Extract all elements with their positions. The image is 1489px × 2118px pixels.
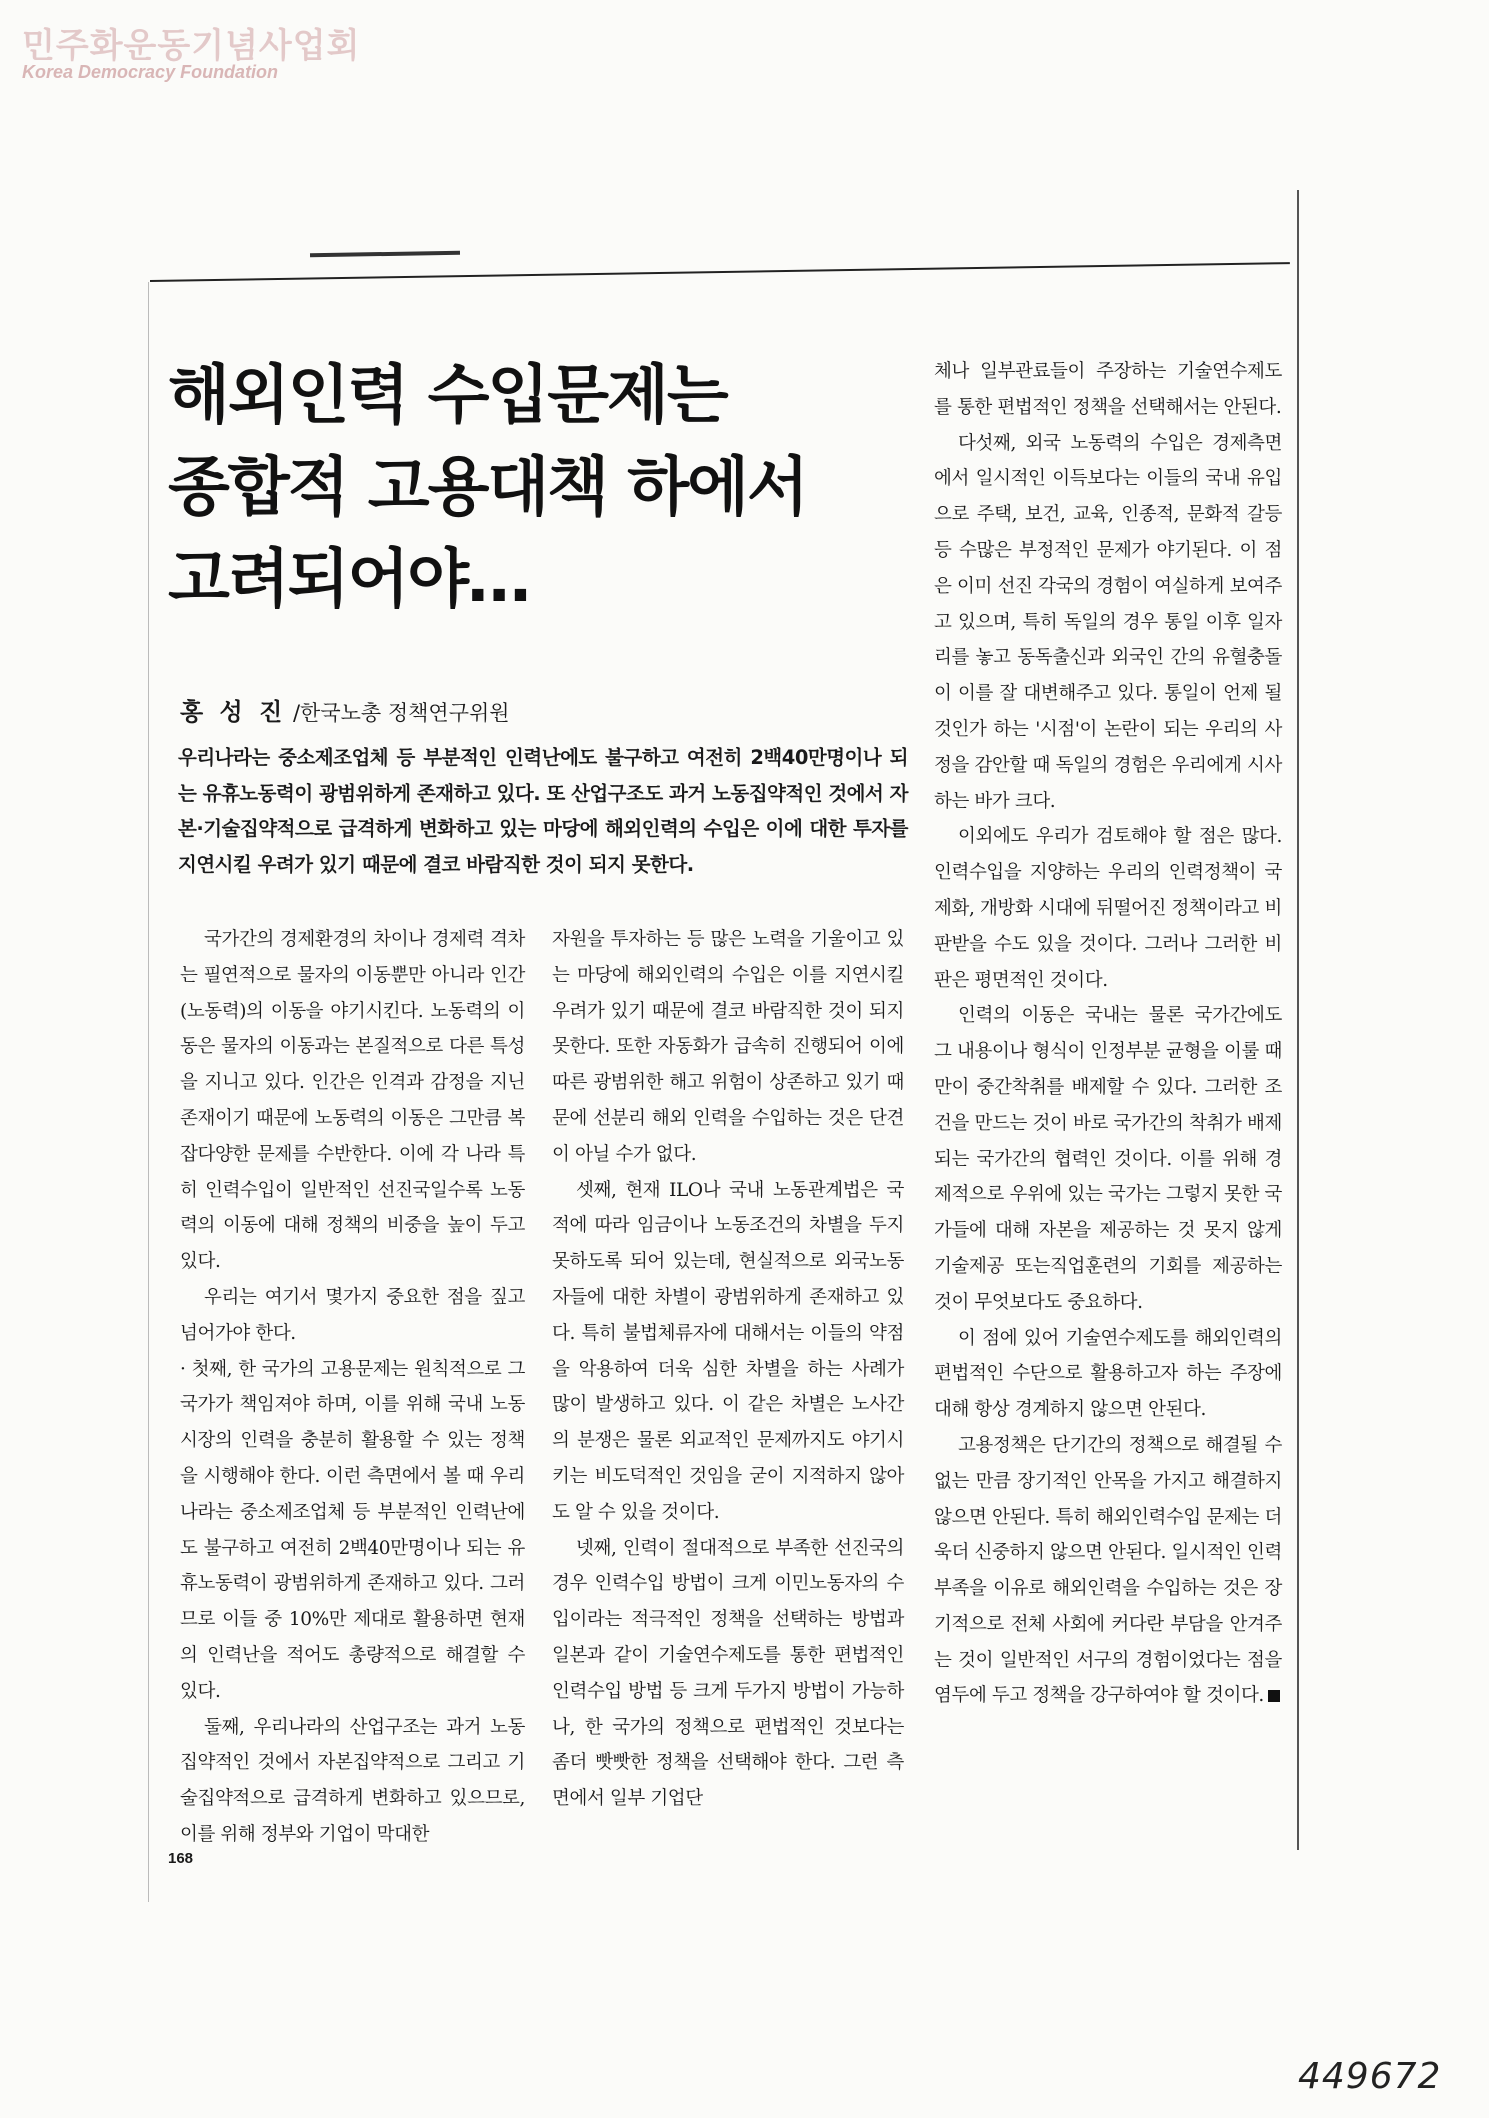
author-byline (180, 692, 510, 727)
headline-line: 해외인력 수입문제는 (168, 359, 727, 433)
watermark-korean: 민주화운동기념사업회 (22, 26, 361, 66)
body-column-2 (552, 922, 904, 1817)
author-role: /한국노총 정책연구위원 (292, 701, 510, 725)
paragraph: 넷째, 인력이 절대적으로 부족한 선진국의 경우 인력수입 방법이 크게 이민노동자의 수입이라는 적극적인 정책을 선택하는 방법과 일본과 같이 기술연수제도를 통한 편법적인 인력수입 방법 등 크게 두가지 방법이 가능하나, 한 국가의 정책으로 편법적인 것보다는 좀더 빳빳한 정책을 선택해야 한다. 그런 측면에서 일부 기업단 (552, 1537, 904, 1810)
paragraph: 국가간의 경제환경의 차이나 경제력 격차는 필연적으로 물자의 이동뿐만 아니라 인간(노동력)의 이동을 야기시킨다. 노동력의 이동은 물자의 이동과는 본질적으로 다른 특성을 지니고 있다. 인간은 인격과 감정을 지닌 존재이기 때문에 노동력의 이동은 그만큼 복잡다양한 문제를 수반한다. 이에 각 나라 특히 인력수입이 일반적인 선진국일수록 노동력의 이동에 대해 정책의 비중을 높이 두고 있다. (180, 929, 525, 1273)
author-name: 홍 성 진 (180, 698, 287, 726)
left-rule (148, 282, 149, 1902)
paragraph: 이 점에 있어 기술연수제도를 해외인력의 편법적인 수단으로 활용하고자 하는 주장에 대해 항상 경계하지 않으면 안된다. (934, 1327, 1282, 1421)
article-headline (168, 350, 908, 626)
paragraph: 다섯째, 외국 노동력의 수입은 경제측면에서 일시적인 이득보다는 이들의 국내 유입으로 주택, 보건, 교육, 인종적, 문화적 갈등 등 수많은 부정적인 문제가 야기된다. 이 점은 이미 선진 각국의 경험이 여실하게 보여주고 있으며, 특히 독일의 경우 통일 이후 일자리를 놓고 동독출신과 외국인 간의 유혈충돌이 이를 잘 대변해주고 있다. 통일이 언제 될 것인가 하는 '시점'이 논란이 되는 우리의 사정을 감안할 때 독일의 경험은 우리에게 시사하는 바가 크다. (934, 432, 1282, 812)
paragraph: 둘째, 우리나라의 산업구조는 과거 노동집약적인 것에서 자본집약적으로 그리고 기술집약적으로 급격하게 변화하고 있으므로, 이를 위해 정부와 기업이 막대한 (180, 1716, 525, 1845)
headline-line: 고려되어야… (168, 543, 530, 617)
top-rule-fragment (310, 251, 460, 258)
page-number: 168 (168, 1850, 194, 1867)
lead-paragraph: 우리나라는 중소제조업체 등 부분적인 인력난에도 불구하고 여전히 2백40만명이나 되는 유휴노동력이 광범위하게 존재하고 있다. 또 산업구조도 과거 노동집약적인 것에서 자본·기술집약적으로 급격하게 변화하고 있는 마당에 해외인력의 수입은 이에 대한 투자를 지연시킬 우려가 있기 때문에 결코 바람직한 것이 되지 못한다. (178, 746, 908, 876)
body-column-1 (180, 922, 525, 1853)
paragraph: 체나 일부관료들이 주장하는 기술연수제도를 통한 편법적인 정책을 선택해서는 안된다. (934, 361, 1282, 418)
paragraph: 자원을 투자하는 등 많은 노력을 기울이고 있는 마당에 해외인력의 수입은 이를 지연시킬 우려가 있기 때문에 결코 바람직한 것이 되지 못한다. 또한 자동화가 급속히 진행되어 이에 따른 광범위한 해고 위험이 상존하고 있기 때문에 선분리 해외 인력을 수입하는 것은 단견이 아닐 수가 없다. (552, 929, 904, 1165)
paragraph (934, 1428, 1282, 1714)
right-rule (1297, 190, 1299, 1850)
handwritten-note: 449672 (1298, 2056, 1442, 2097)
body-column-3 (934, 354, 1282, 1714)
end-mark-icon (1268, 1690, 1280, 1702)
headline-line: 종합적 고용대책 하에서 (168, 451, 807, 525)
closing-text: 고용정책은 단기간의 정책으로 해결될 수 없는 만큼 장기적인 안목을 가지고 해결하지 않으면 안된다. 특히 해외인력수입 문제는 더욱더 신중하지 않으면 안된다. 일시적인 인력부족을 이유로 해외인력을 수입하는 것은 장기적으로 전체 사회에 커다란 부담을 안겨주는 것이 일반적인 서구의 경험이었다는 점을 염두에 두고 정책을 강구하여야 할 것이다. (934, 1434, 1282, 1707)
paragraph: 우리는 여기서 몇가지 중요한 점을 짚고 넘어가야 한다. (180, 1286, 525, 1344)
watermark-english: Korea Democracy Foundation (22, 62, 279, 82)
top-rule (150, 262, 1290, 282)
paragraph: · 첫째, 한 국가의 고용문제는 원칙적으로 그 국가가 책임져야 하며, 이를 위해 국내 노동시장의 인력을 충분히 활용할 수 있는 정책을 시행해야 한다. 이런 측면에서 볼 때 우리나라는 중소제조업체 등 부분적인 인력난에도 불구하고 여전히 2백40만명이나 되는 유휴노동력이 광범위하게 존재하고 있다. 그러므로 이들 중 10%만 제대로 활용하면 현재의 인력난을 적어도 총량적으로 해결할 수 있다. (180, 1358, 525, 1702)
paragraph: 셋째, 현재 ILO나 국내 노동관계법은 국적에 따라 임금이나 노동조건의 차별을 두지 못하도록 되어 있는데, 현실적으로 외국노동자들에 대한 차별이 광범위하게 존재하고 있다. 특히 불법체류자에 대해서는 이들의 약점을 악용하여 더욱 심한 차별을 하는 사례가 많이 발생하고 있다. 이 같은 차별은 노사간의 분쟁은 물론 외교적인 문제까지도 야기시키는 비도덕적인 것임을 굳이 지적하지 않아도 알 수 있을 것이다. (552, 1179, 904, 1523)
paragraph: 이외에도 우리가 검토해야 할 점은 많다. 인력수입을 지양하는 우리의 인력정책이 국제화, 개방화 시대에 뒤떨어진 정책이라고 비판받을 수도 있을 것이다. 그러나 그러한 비판은 평면적인 것이다. (934, 826, 1282, 991)
paragraph: 인력의 이동은 국내는 물론 국가간에도 그 내용이나 형식이 인정부분 균형을 이룰 때만이 중간착취를 배제할 수 있다. 그러한 조건을 만드는 것이 바로 국가간의 착취가 배제되는 국가간의 협력인 것이다. 이를 위해 경제적으로 우위에 있는 국가는 그렇지 못한 국가들에 대해 자본을 제공하는 것 못지 않게 기술제공 또는직업훈련의 기회를 제공하는 것이 무엇보다도 중요하다. (934, 1005, 1282, 1313)
